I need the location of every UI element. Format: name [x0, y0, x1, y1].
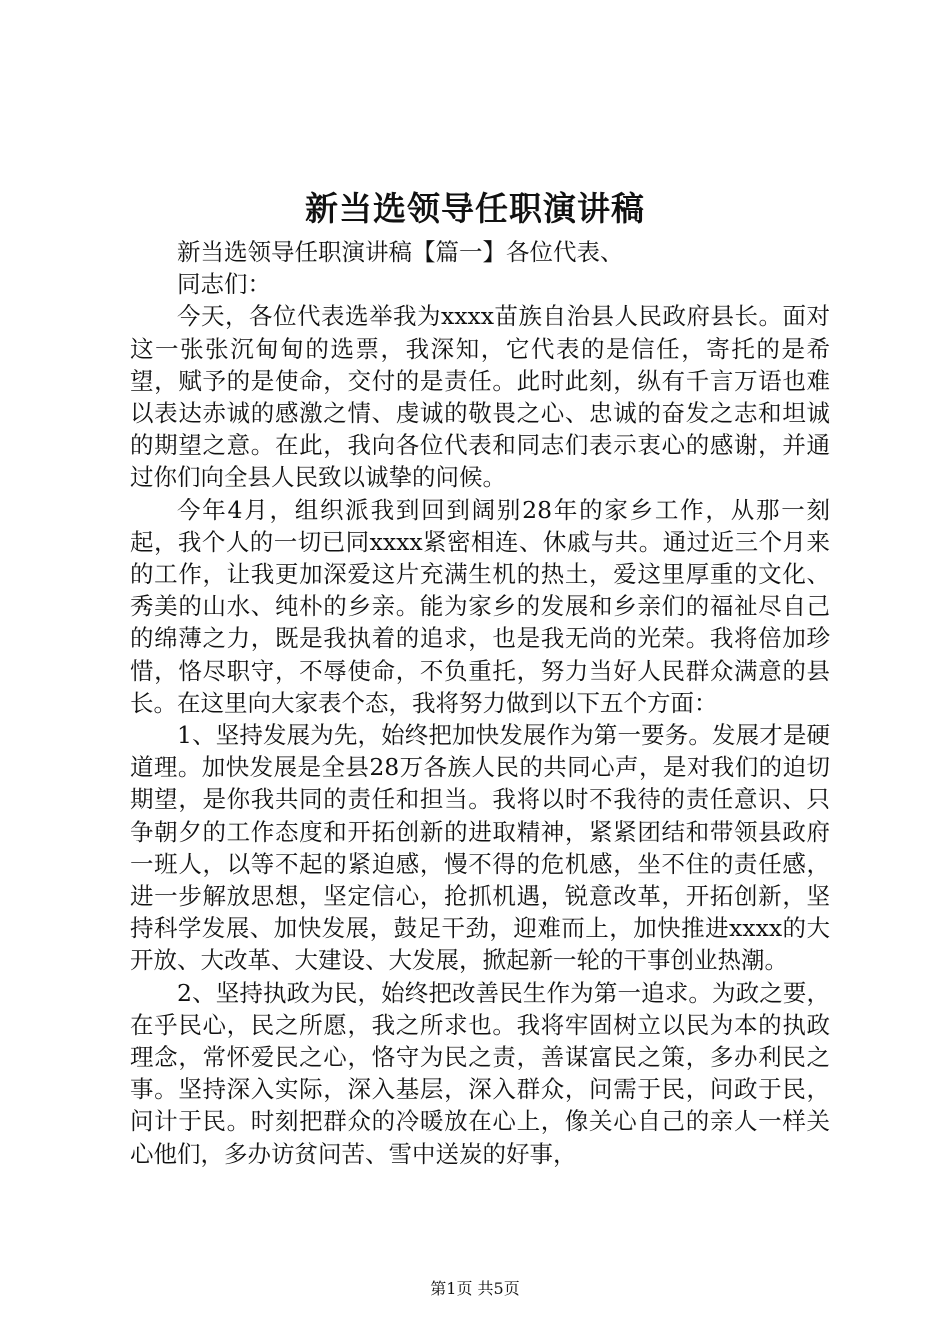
- paragraph: 今年4月，组织派我到回到阔别28年的家乡工作，从那一刻起，我个人的一切已同xxxx紧密相连、休戚与共。通过近三个月来的工作，让我更加深爱这片充满生机的热土，爱这里厚重的文化、秀美的山水、纯朴的乡亲。能为家乡的发展和乡亲们的福祉尽自己的绵薄之力，既是我执着的追求，也是我无尚的光荣。我将倍加珍惜，恪尽职守，不辱使命，不负重托，努力当好人民群众满意的县长。在这里向大家表个态，我将努力做到以下五个方面：: [130, 495, 830, 717]
- paragraph: 今天，各位代表选举我为xxxx苗族自治县人民政府县长。面对这一张张沉甸甸的选票，我深知，它代表的是信任，寄托的是希望，赋予的是使命，交付的是责任。此时此刻，纵有千言万语也难以表达赤诚的感激之情、虔诚的敬畏之心、忠诚的奋发之志和坦诚的期望之意。在此，我向各位代表和同志们表示衷心的感谢，并通过你们向全县人民致以诚挚的问候。: [130, 302, 830, 492]
- document-title: 新当选领导任职演讲稿: [305, 189, 645, 228]
- paragraph: 1、坚持发展为先，始终把加快发展作为第一要务。发展才是硬道理。加快发展是全县28万各族人民的共同心声，是对我们的迫切期望，是你我共同的责任和担当。我将以时不我待的责任意识、只争朝夕的工作态度和开拓创新的进取精神，紧紧团结和带领县政府一班人，以等不起的紧迫感，慢不得的危机感，坐不住的责任感，进一步解放思想，坚定信心，抢抓机遇，锐意改革，开拓创新，坚持科学发展、加快发展，鼓足干劲，迎难而上，加快推进xxxx的大开放、大改革、大建设、大发展，掀起新一轮的干事创业热潮。: [130, 721, 830, 975]
- paragraph-intro: 新当选领导任职演讲稿【篇一】各位代表、: [177, 238, 624, 266]
- page-footer: 第1页 共5页: [430, 1279, 520, 1298]
- paragraph-salutation: 同志们：: [177, 270, 271, 299]
- paragraph: 2、坚持执政为民，始终把改善民生作为第一追求。为政之要，在乎民心，民之所愿，我之所求也。我将牢固树立以民为本的执政理念，常怀爱民之心，恪守为民之责，善谋富民之策，多办利民之事。坚持深入实际，深入基层，深入群众，问需于民，问政于民，问计于民。时刻把群众的冷暖放在心上，像关心自己的亲人一样关心他们，多办访贫问苦、雪中送炭的好事，: [130, 978, 830, 1168]
- document-body: [130, 236, 830, 1170]
